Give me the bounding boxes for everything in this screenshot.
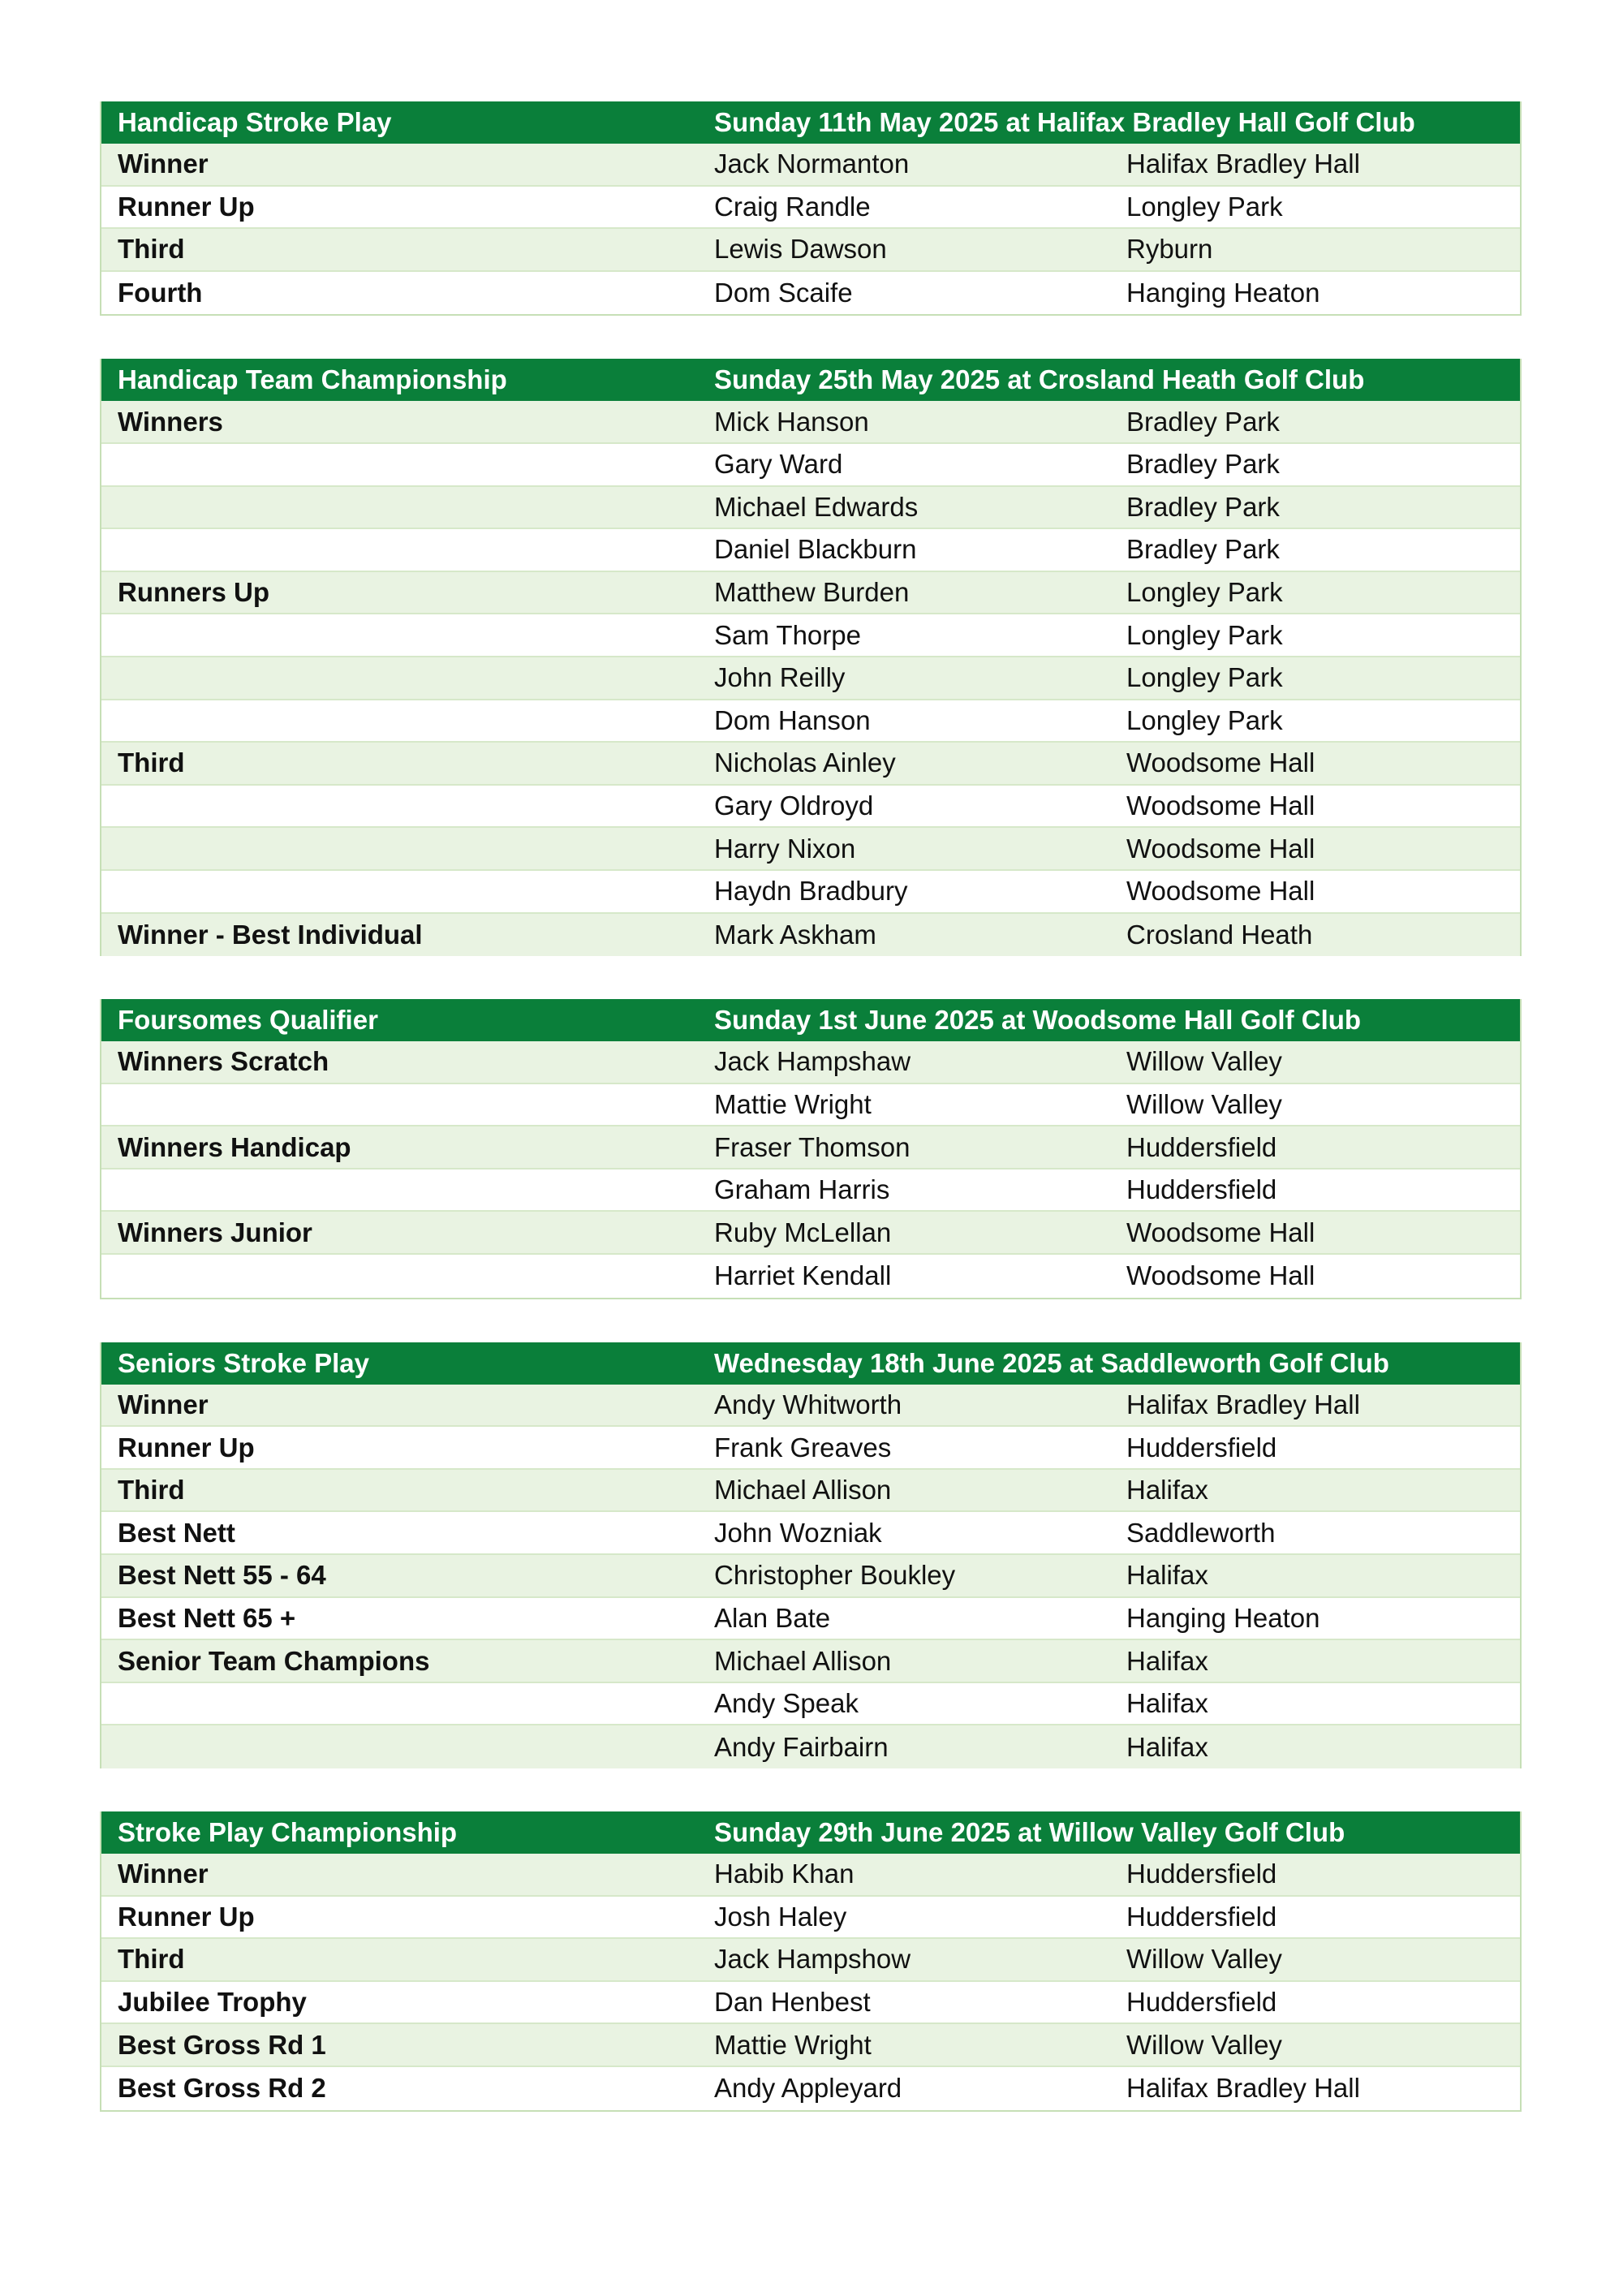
player-name: Frank Greaves <box>714 1432 892 1462</box>
event-title: Foursomes Qualifier <box>118 1005 378 1036</box>
club-name: Willow Valley <box>1126 1046 1282 1077</box>
player-name: Habib Khan <box>714 1859 855 1889</box>
table-row <box>101 272 1520 315</box>
results-table <box>100 999 1522 1299</box>
table-row <box>101 1255 1520 1298</box>
player-name: Harry Nixon <box>714 833 856 864</box>
club-name: Ryburn <box>1126 234 1213 265</box>
club-name: Huddersfield <box>1126 1432 1277 1462</box>
club-name: Longley Park <box>1126 619 1283 650</box>
table-header <box>101 101 1520 144</box>
player-name: Fraser Thomson <box>714 1131 911 1162</box>
event-title: Handicap Team Championship <box>118 364 507 395</box>
player-name: Jack Normanton <box>714 149 910 179</box>
placing-label: Winner <box>118 1859 209 1889</box>
club-name: Crosland Heath <box>1126 919 1313 950</box>
club-name: Halifax <box>1126 1475 1208 1506</box>
table-row <box>101 229 1520 272</box>
event-title: Handicap Stroke Play <box>118 107 392 137</box>
player-name: Andy Whitworth <box>714 1389 902 1419</box>
table-header <box>101 359 1520 401</box>
table-row <box>101 187 1520 230</box>
club-name: Woodsome Hall <box>1126 1260 1315 1291</box>
player-name: Daniel Blackburn <box>714 534 917 565</box>
table-row <box>101 444 1520 487</box>
table-row <box>101 1385 1520 1428</box>
placing-label: Third <box>118 234 185 265</box>
table-row <box>101 1982 1520 2025</box>
table-row <box>101 786 1520 829</box>
table-row <box>101 657 1520 700</box>
table-row <box>101 828 1520 871</box>
placing-label: Best Gross Rd 1 <box>118 2029 326 2060</box>
player-name: Andy Fairbairn <box>714 1731 889 1762</box>
table-row <box>101 1725 1520 1768</box>
player-name: Michael Allison <box>714 1475 892 1506</box>
placing-label: Winner <box>118 1389 209 1419</box>
table-header <box>101 1811 1520 1854</box>
club-name: Bradley Park <box>1126 406 1280 437</box>
club-name: Huddersfield <box>1126 1901 1277 1932</box>
event-details: Sunday 25th May 2025 at Crosland Heath Golf Club <box>714 364 1365 395</box>
player-name: Michael Edwards <box>714 491 919 522</box>
club-name: Bradley Park <box>1126 449 1280 480</box>
placing-label: Winner <box>118 149 209 179</box>
club-name: Huddersfield <box>1126 1859 1277 1889</box>
event-details: Sunday 29th June 2025 at Willow Valley Golf Club <box>714 1817 1345 1847</box>
placing-label: Winners Scratch <box>118 1046 329 1077</box>
player-name: Dom Scaife <box>714 278 853 308</box>
club-name: Longley Park <box>1126 662 1283 693</box>
placing-label: Senior Team Champions <box>118 1645 430 1676</box>
table-row <box>101 1939 1520 1982</box>
placing-label: Winners Handicap <box>118 1131 351 1162</box>
player-name: Andy Speak <box>714 1688 859 1719</box>
player-name: Alan Bate <box>714 1602 831 1633</box>
club-name: Halifax Bradley Hall <box>1126 2073 1360 2104</box>
table-row <box>101 1427 1520 1470</box>
player-name: Josh Haley <box>714 1901 847 1932</box>
table-row <box>101 2024 1520 2067</box>
club-name: Halifax <box>1126 1645 1208 1676</box>
player-name: Graham Harris <box>714 1174 890 1205</box>
table-row <box>101 401 1520 444</box>
placing-label: Runner Up <box>118 1901 255 1932</box>
table-row <box>101 572 1520 615</box>
club-name: Woodsome Hall <box>1126 833 1315 864</box>
placing-label: Winners <box>118 406 223 437</box>
club-name: Saddleworth <box>1126 1517 1276 1548</box>
player-name: Haydn Bradbury <box>714 876 908 907</box>
table-row <box>101 1683 1520 1726</box>
club-name: Willow Valley <box>1126 1088 1282 1119</box>
player-name: Gary Oldroyd <box>714 790 874 821</box>
player-name: John Reilly <box>714 662 846 693</box>
table-row <box>101 614 1520 657</box>
results-table <box>100 1811 1522 2112</box>
table-row <box>101 1212 1520 1255</box>
club-name: Willow Valley <box>1126 1944 1282 1975</box>
table-row <box>101 1854 1520 1897</box>
club-name: Woodsome Hall <box>1126 747 1315 778</box>
table-row <box>101 700 1520 743</box>
placing-label: Fourth <box>118 278 203 308</box>
event-title: Seniors Stroke Play <box>118 1347 369 1378</box>
placing-label: Best Gross Rd 2 <box>118 2073 326 2104</box>
player-name: Christopher Boukley <box>714 1560 956 1591</box>
player-name: John Wozniak <box>714 1517 882 1548</box>
table-row <box>101 2067 1520 2110</box>
placing-label: Winner - Best Individual <box>118 919 423 950</box>
player-name: Sam Thorpe <box>714 619 861 650</box>
table-row <box>101 1470 1520 1513</box>
placing-label: Runner Up <box>118 1432 255 1462</box>
club-name: Longley Park <box>1126 191 1283 222</box>
placing-label: Jubilee Trophy <box>118 1987 307 2018</box>
club-name: Halifax <box>1126 1731 1208 1762</box>
results-table <box>100 101 1522 316</box>
placing-label: Winners Junior <box>118 1217 312 1247</box>
table-row <box>101 1512 1520 1555</box>
club-name: Huddersfield <box>1126 1987 1277 2018</box>
club-name: Longley Park <box>1126 577 1283 608</box>
table-row <box>101 1170 1520 1213</box>
table-row <box>101 1555 1520 1598</box>
placing-label: Best Nett <box>118 1517 235 1548</box>
player-name: Mattie Wright <box>714 2029 872 2060</box>
player-name: Jack Hampshaw <box>714 1046 911 1077</box>
player-name: Gary Ward <box>714 449 843 480</box>
club-name: Hanging Heaton <box>1126 278 1320 308</box>
event-details: Sunday 11th May 2025 at Halifax Bradley Hall Golf Club <box>714 107 1415 137</box>
placing-label: Runner Up <box>118 191 255 222</box>
club-name: Halifax <box>1126 1560 1208 1591</box>
club-name: Hanging Heaton <box>1126 1602 1320 1633</box>
player-name: Nicholas Ainley <box>714 747 896 778</box>
club-name: Longley Park <box>1126 704 1283 735</box>
club-name: Woodsome Hall <box>1126 1217 1315 1247</box>
event-details: Wednesday 18th June 2025 at Saddleworth Golf Club <box>714 1347 1389 1378</box>
placing-label: Runners Up <box>118 577 270 608</box>
club-name: Huddersfield <box>1126 1174 1277 1205</box>
player-name: Craig Randle <box>714 191 871 222</box>
club-name: Halifax Bradley Hall <box>1126 149 1360 179</box>
results-table <box>100 359 1522 956</box>
club-name: Bradley Park <box>1126 491 1280 522</box>
table-row <box>101 1640 1520 1683</box>
results-table <box>100 1342 1522 1768</box>
table-row <box>101 1897 1520 1940</box>
table-row <box>101 871 1520 914</box>
table-row <box>101 1084 1520 1127</box>
table-row <box>101 144 1520 187</box>
player-name: Jack Hampshow <box>714 1944 911 1975</box>
club-name: Woodsome Hall <box>1126 790 1315 821</box>
player-name: Mattie Wright <box>714 1088 872 1119</box>
placing-label: Third <box>118 1475 185 1506</box>
player-name: Matthew Burden <box>714 577 910 608</box>
player-name: Mick Hanson <box>714 406 869 437</box>
table-row <box>101 1041 1520 1084</box>
player-name: Lewis Dawson <box>714 234 887 265</box>
placing-label: Third <box>118 747 185 778</box>
player-name: Dan Henbest <box>714 1987 871 2018</box>
player-name: Harriet Kendall <box>714 1260 892 1291</box>
table-row <box>101 1126 1520 1170</box>
club-name: Halifax Bradley Hall <box>1126 1389 1360 1419</box>
table-row <box>101 743 1520 786</box>
club-name: Bradley Park <box>1126 534 1280 565</box>
player-name: Dom Hanson <box>714 704 871 735</box>
club-name: Halifax <box>1126 1688 1208 1719</box>
player-name: Michael Allison <box>714 1645 892 1676</box>
club-name: Huddersfield <box>1126 1131 1277 1162</box>
club-name: Woodsome Hall <box>1126 876 1315 907</box>
table-row <box>101 529 1520 572</box>
placing-label: Best Nett 55 - 64 <box>118 1560 326 1591</box>
results-tables <box>100 101 1522 2155</box>
table-row <box>101 1598 1520 1641</box>
placing-label: Best Nett 65 + <box>118 1602 296 1633</box>
placing-label: Third <box>118 1944 185 1975</box>
table-row <box>101 487 1520 530</box>
player-name: Mark Askham <box>714 919 876 950</box>
event-title: Stroke Play Championship <box>118 1817 458 1847</box>
event-details: Sunday 1st June 2025 at Woodsome Hall Golf Club <box>714 1005 1362 1036</box>
table-row <box>101 914 1520 957</box>
player-name: Andy Appleyard <box>714 2073 902 2104</box>
club-name: Willow Valley <box>1126 2029 1282 2060</box>
player-name: Ruby McLellan <box>714 1217 892 1247</box>
table-header <box>101 999 1520 1041</box>
table-header <box>101 1342 1520 1385</box>
